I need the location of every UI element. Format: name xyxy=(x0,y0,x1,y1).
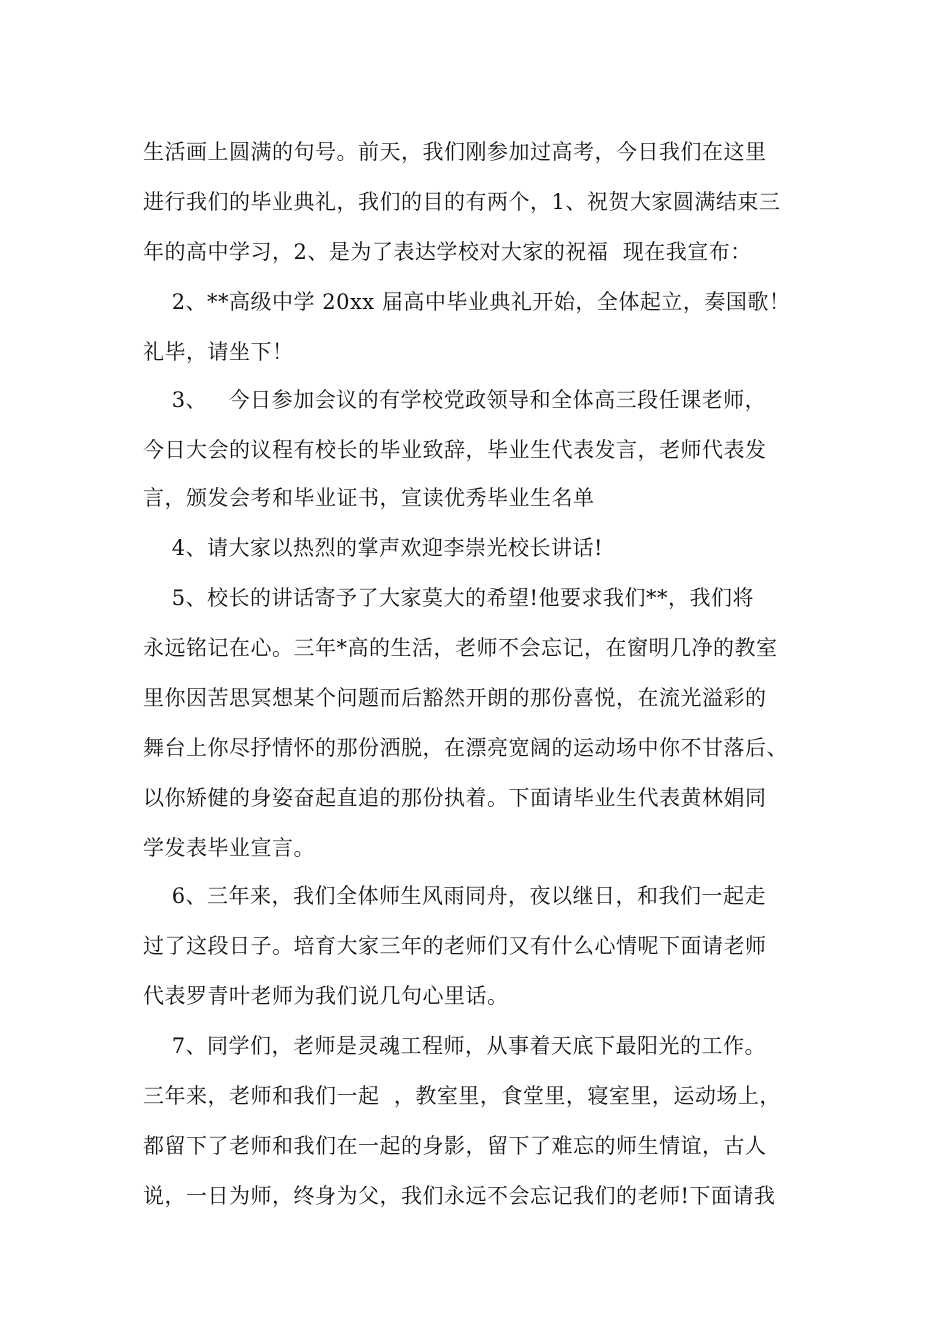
text-line: 过了这段日子。培育大家三年的老师们又有什么心情呢下面请老师 xyxy=(143,934,767,958)
text-line: 三年来，老师和我们一起 ，教室里，食堂里，寝室里，运动场上， xyxy=(143,1084,781,1108)
text-line: 3、 今日参加会议的有学校党政领导和全体高三段任课老师， xyxy=(143,388,767,412)
text-line: 学发表毕业宣言。 xyxy=(143,836,315,860)
text-line: 永远铭记在心。三年*高的生活，老师不会忘记，在窗明几净的教室 xyxy=(143,636,778,660)
text-line: 都留下了老师和我们在一起的身影，留下了难忘的师生情谊，古人 xyxy=(143,1134,767,1158)
text-line: 舞台上你尽抒情怀的那份洒脱，在漂亮宽阔的运动场中你不甘落后、 xyxy=(143,736,788,760)
text-line: 以你矫健的身姿奋起直追的那份执着。下面请毕业生代表黄林娟同 xyxy=(143,786,767,810)
text-line: 4、请大家以热烈的掌声欢迎李崇光校长讲话! xyxy=(143,536,603,560)
text-line: 进行我们的毕业典礼，我们的目的有两个，1、祝贺大家圆满结束三 xyxy=(143,190,781,214)
text-line: 5、校长的讲话寄予了大家莫大的希望!他要求我们**，我们将 xyxy=(143,586,754,610)
text-line: 7、同学们，老师是灵魂工程师，从事着天底下最阳光的工作。 xyxy=(143,1034,767,1058)
text-line: 言，颁发会考和毕业证书，宣读优秀毕业生名单 xyxy=(143,486,595,510)
text-line: 2、**高级中学 20xx 届高中毕业典礼开始，全体起立，奏国歌！ xyxy=(143,290,791,314)
text-line: 里你因苦思冥想某个问题而后豁然开朗的那份喜悦，在流光溢彩的 xyxy=(143,686,767,710)
text-line: 生活画上圆满的句号。前天，我们刚参加过高考，今日我们在这里 xyxy=(143,140,767,164)
text-line: 今日大会的议程有校长的毕业致辞，毕业生代表发言，老师代表发 xyxy=(143,438,767,462)
text-line: 代表罗青叶老师为我们说几句心里话。 xyxy=(143,984,509,1008)
text-line: 礼毕，请坐下！ xyxy=(143,340,294,364)
text-line: 说，一日为师，终身为父，我们永远不会忘记我们的老师!下面请我 xyxy=(143,1184,776,1208)
text-line: 6、三年来，我们全体师生风雨同舟，夜以继日，和我们一起走 xyxy=(143,884,767,908)
text-line: 年的高中学习，2、是为了表达学校对大家的祝福 现在我宣布： xyxy=(143,240,752,264)
